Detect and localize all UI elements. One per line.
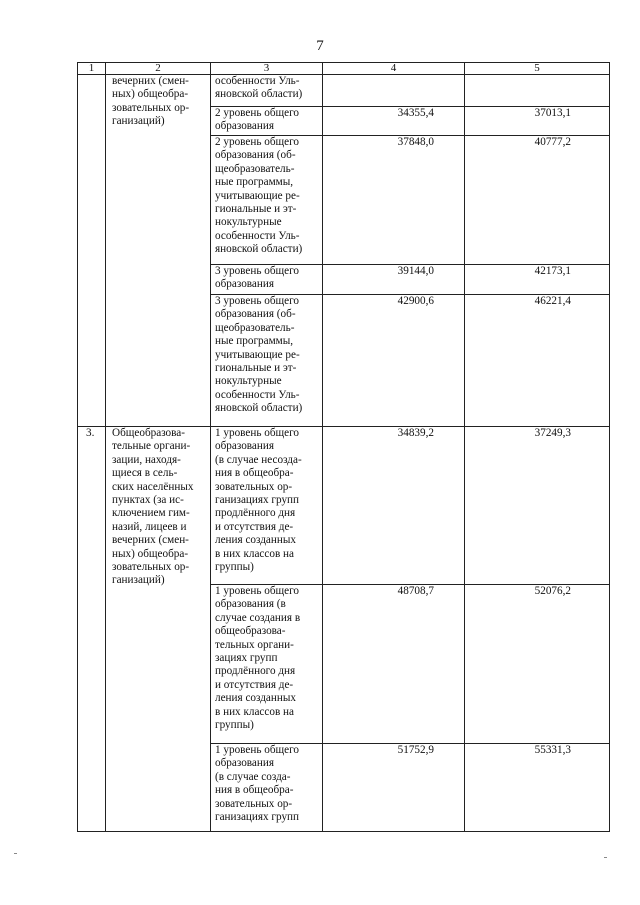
header-col-1: 1 (78, 63, 106, 75)
value-col5: 46221,4 (465, 295, 610, 427)
org-name-cell: вечерних (смен- ных) общеобра- зовательных ор- ганизаций) (106, 75, 211, 427)
header-col-2: 2 (106, 63, 211, 75)
level-cell: 1 уровень общего образования (в случае созда- ния в общеобра- зовательных ор- ганизациях групп (211, 744, 323, 832)
table-row (78, 427, 610, 585)
level-cell: 3 уровень общего образования (211, 265, 323, 295)
value-col5: 42173,1 (465, 265, 610, 295)
value-col4: 42900,6 (323, 295, 465, 427)
header-row (78, 63, 610, 75)
value-col5: 40777,2 (465, 136, 610, 265)
level-cell: 3 уровень общего образования (об- щеобразователь- ные программы, учитывающие ре- гиональные и эт- нокультурные особенности Уль- яновской области) (211, 295, 323, 427)
level-cell: 1 уровень общего образования (в случае несозда- ния в общеобра- зовательных ор- ганизациях групп продлённого дня и отсутствия де- ления созданных в них классов на группы) (211, 427, 323, 585)
scan-speck (604, 857, 607, 858)
value-col5: 37249,3 (465, 427, 610, 585)
scan-speck (14, 853, 17, 854)
value-col5: 55331,3 (465, 744, 610, 832)
level-cell: 2 уровень общего образования (211, 107, 323, 136)
level-cell: 2 уровень общего образования (об- щеобразователь- ные программы, учитывающие ре- гиональные и эт- нокультурные особенности Уль- яновской области) (211, 136, 323, 265)
value-col5: 37013,1 (465, 107, 610, 136)
header-col-4: 4 (323, 63, 465, 75)
header-col-3: 3 (211, 63, 323, 75)
level-cell: 1 уровень общего образования (в случае создания в общеобразова- тельных органи- зациях групп продлённого дня и отсутствия де- ления созданных в них классов на группы) (211, 585, 323, 744)
org-name-cell: Общеобразова- тельные органи- зации, находя- щиеся в сель- ских населённых пунктах (за ис- ключением гим- назий, лицеев и вечерних (смен- ных) общеобра- зовательных ор- ганизаций) (106, 427, 211, 832)
level-cell: особенности Уль- яновской области) (211, 75, 323, 107)
table-row (78, 75, 610, 107)
row-number-cell (78, 75, 106, 427)
tariff-table (77, 62, 610, 832)
value-col4: 48708,7 (323, 585, 465, 744)
value-col4: 39144,0 (323, 265, 465, 295)
page-number: 7 (316, 38, 324, 54)
value-col5: 52076,2 (465, 585, 610, 744)
header-col-5: 5 (465, 63, 610, 75)
value-col4: 34839,2 (323, 427, 465, 585)
value-col4: 34355,4 (323, 107, 465, 136)
row-number-cell: 3. (78, 427, 106, 832)
value-col4: 51752,9 (323, 744, 465, 832)
value-col4 (323, 75, 465, 107)
value-col5 (465, 75, 610, 107)
value-col4: 37848,0 (323, 136, 465, 265)
